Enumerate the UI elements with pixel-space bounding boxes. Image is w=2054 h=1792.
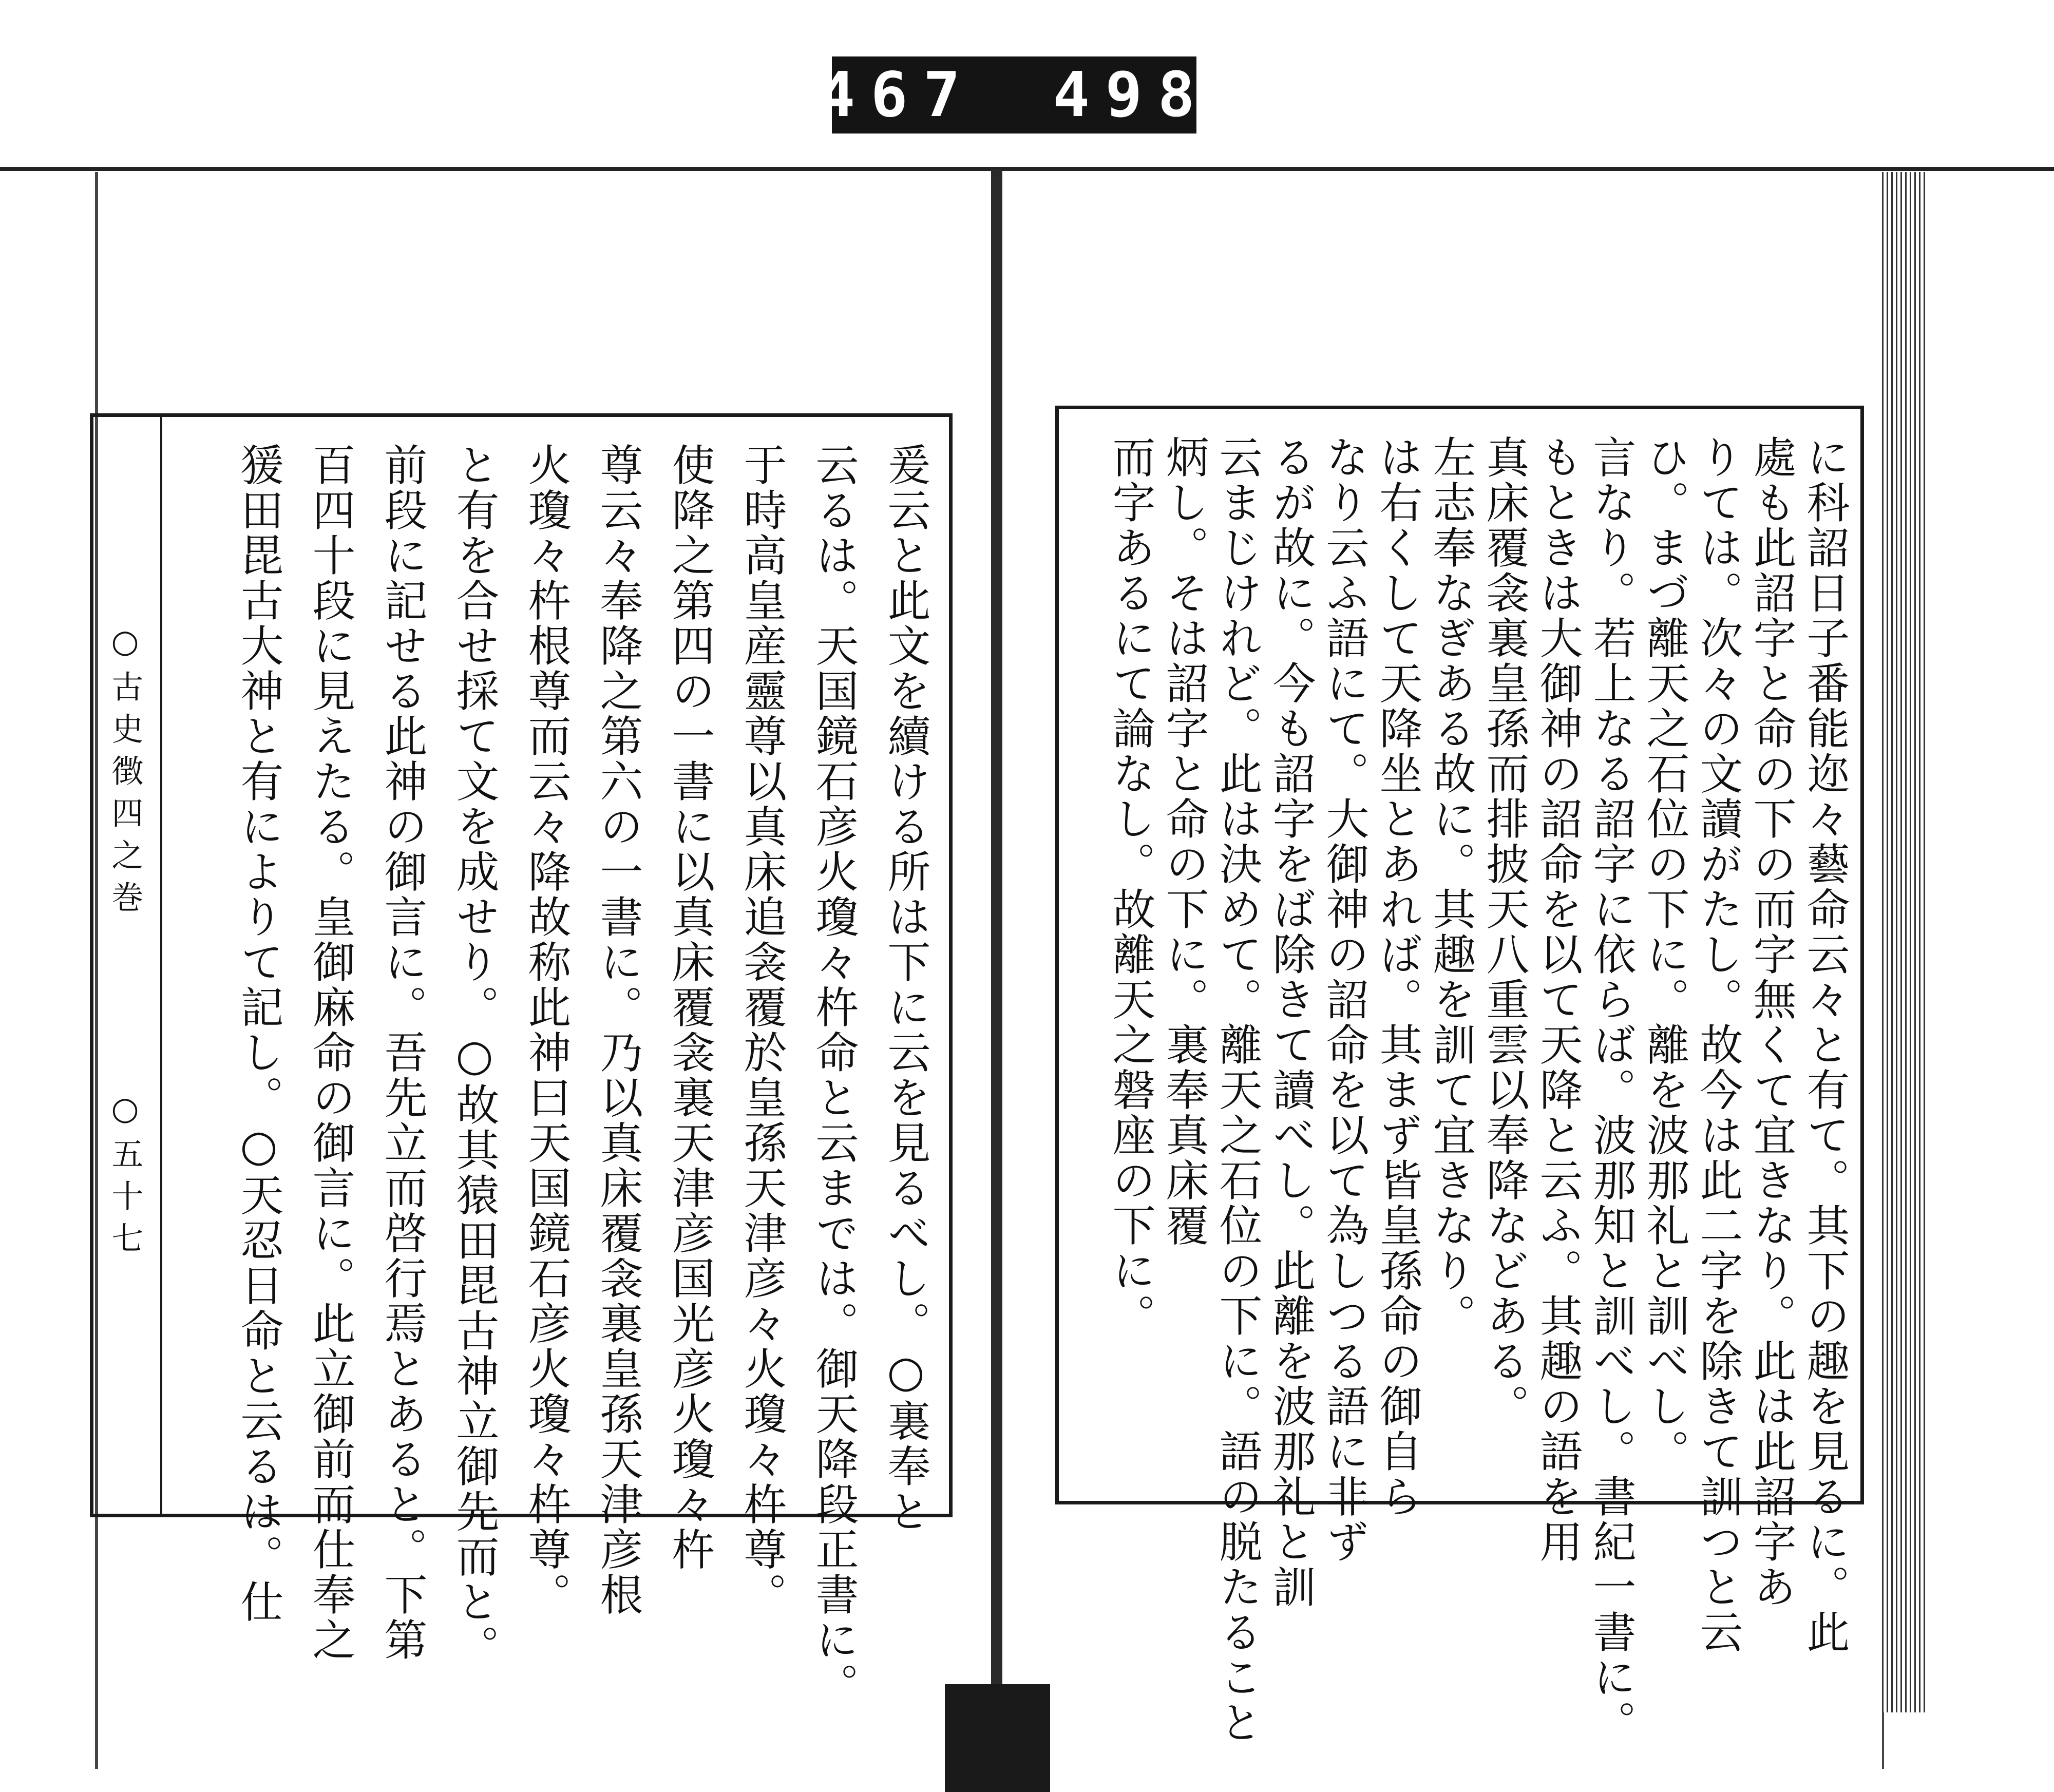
text-column: 猨田毘古大神と有によりて記し。○天忍日命と云るは。仕: [234, 443, 284, 1625]
text-column: 爰云と此文を續ける所は下に云を見るべし。○裏奉と: [881, 443, 931, 1534]
page-edges: [1882, 172, 1926, 1712]
text-column: 于時高皇産靈尊以真床追衾覆於皇孫天津彦々火瓊々杵尊。: [737, 443, 787, 1617]
text-column: 左志奉なぎある故に。其趣を訓て宜きなり。: [1426, 435, 1476, 1339]
text-column: もときは大御神の詔命を以て天降と云ふ。其趣の語を用: [1533, 435, 1583, 1565]
left-page-number: 467: [818, 59, 976, 131]
text-column: 炳し。そは詔字と命の下に。裏奉真床覆: [1159, 435, 1209, 1248]
bottom-tab: [945, 1684, 1050, 1792]
text-column: 言なり。若上なる詔字に依らば。波那知と訓べし。書紀一書に。: [1586, 435, 1637, 1745]
archive-number-label: [818, 56, 1210, 134]
text-column: 云るは。天国鏡石彦火瓊々杵命と云までは。御天降段正書に。: [809, 443, 859, 1708]
text-column: 尊云々奉降之第六の一書に。乃以真床覆衾裏皇孫天津彦根: [593, 443, 643, 1617]
running-head: ○古史徴四之巻: [106, 622, 144, 923]
text-column: 處も此詔字と命の下の而字無くて宜きなり。此は此詔字あ: [1746, 435, 1797, 1610]
left-margin-rule: [160, 417, 162, 1514]
book-spine: [991, 169, 1002, 1792]
text-column: に科詔日子番能迩々藝命云々と有て。其下の趣を見るに。此: [1800, 435, 1850, 1655]
right-text-frame: [1055, 406, 1864, 1745]
text-column: 火瓊々杵根尊而云々降故称此神曰天国鏡石彦火瓊々杵尊。: [521, 443, 572, 1617]
text-column: りては。次々の文讀がたし。故今は此二字を除きて訓つと云: [1693, 435, 1743, 1655]
text-column: 云まじけれど。此は決めて。離天之石位の下に。語の脱たること: [1212, 435, 1263, 1745]
left-text-frame: [90, 413, 953, 1708]
text-column: 前段に記せる此神の御言に。吾先立而啓行焉とあると。下第: [377, 443, 428, 1663]
text-column: なり云ふ語にて。大御神の詔命を以て為しつる語に非ず: [1319, 435, 1370, 1565]
text-column: 百四十段に見えたる。皇御麻命の御言に。此立御前而仕奉之: [306, 443, 356, 1663]
folio: ○五十七: [106, 1090, 144, 1264]
text-column: は右くして天降坐とあれば。其まず皆皇孫命の御自ら: [1373, 435, 1423, 1519]
right-page-number: 498: [1053, 59, 1210, 131]
text-column: 使降之第四の一書に以真床覆衾裏天津彦国光彦火瓊々杵: [665, 443, 715, 1572]
top-rule: [0, 167, 2054, 171]
text-column: 而字あるにて論なし。故離天之磐座の下に。: [1106, 435, 1156, 1339]
text-column: るが故に。今も詔字をば除きて讀べし。此離を波那礼と訓: [1266, 435, 1316, 1610]
text-column: 真床覆衾裏皇孫而排披天八重雲以奉降などある。: [1479, 435, 1530, 1429]
text-column: ひ。まづ離天之石位の下に。離を波那礼と訓べし。: [1640, 435, 1690, 1474]
text-column: と有を合せ採て文を成せり。○故其猿田毘古神立御先而と。: [449, 443, 500, 1670]
